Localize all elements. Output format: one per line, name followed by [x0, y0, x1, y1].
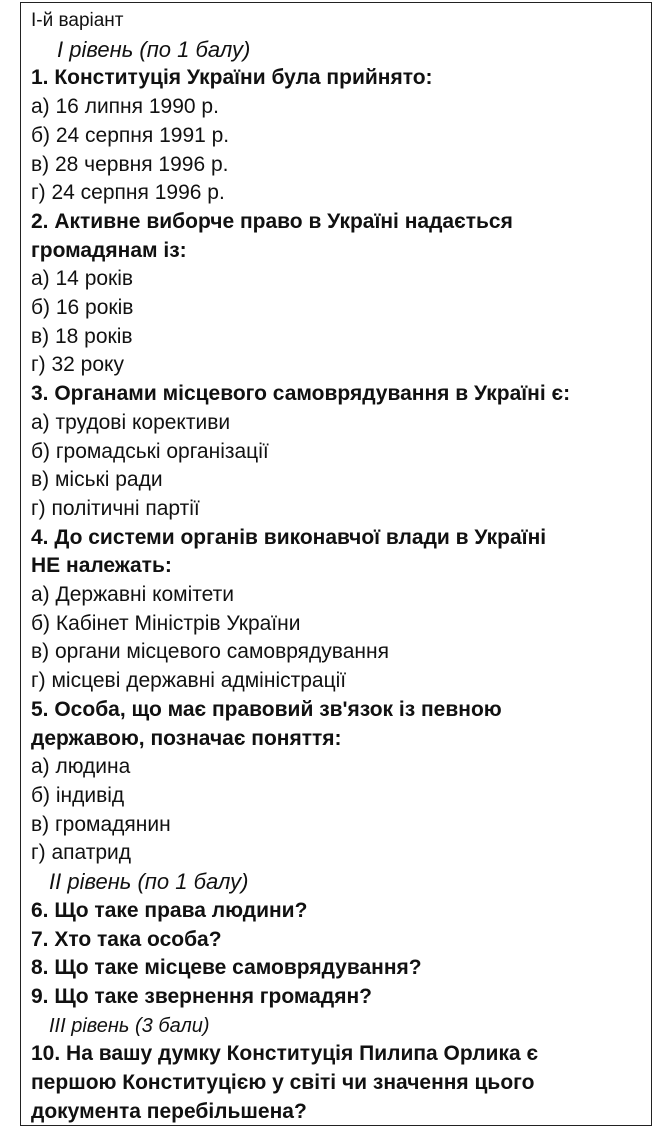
test-sheet — [20, 2, 652, 1126]
question-5-option-b: б) індивід — [31, 783, 125, 807]
question-1-option-a: а) 16 липня 1990 р. — [31, 95, 219, 119]
question-4-option-c: в) органи місцевого самоврядування — [31, 640, 389, 664]
question-3-option-c: в) міські ради — [31, 468, 163, 492]
question-4-line-1: 4. До системи органів виконавчої влади в Україні — [31, 525, 547, 549]
question-1-option-c: в) 28 червня 1996 р. — [31, 152, 229, 176]
question-1: 1. Конституція України була прийнято: — [31, 66, 433, 90]
question-2-option-c: в) 18 років — [31, 324, 133, 348]
question-4-option-b: б) Кабінет Міністрів України — [31, 611, 301, 635]
question-4-line-2: НЕ належать: — [31, 554, 172, 578]
question-5-option-c: в) громадянин — [31, 812, 171, 836]
question-9: 9. Що таке звернення громадян? — [31, 984, 372, 1008]
question-5-option-d: г) апатрид — [31, 841, 132, 865]
question-7: 7. Хто така особа? — [31, 927, 222, 951]
question-2-option-b: б) 16 років — [31, 296, 134, 320]
question-5-option-a: а) людина — [31, 755, 131, 779]
question-2-line-1: 2. Активне виборче право в Україні надається — [31, 209, 513, 233]
question-3-option-d: г) політичні партії — [31, 496, 200, 520]
question-5-line-1: 5. Особа, що має правовий зв'язок із певною — [31, 697, 502, 721]
question-2-option-a: а) 14 років — [31, 267, 134, 291]
question-3-option-a: а) трудові корективи — [31, 410, 231, 434]
question-4-option-a: а) Державні комітети — [31, 583, 234, 607]
question-10-line-1: 10. На вашу думку Конституція Пилипа Орлика є — [31, 1042, 539, 1066]
question-8: 8. Що таке місцеве самоврядування? — [31, 956, 422, 980]
variant-title: І-й варіант — [31, 10, 124, 31]
question-2-option-d: г) 32 року — [31, 353, 124, 377]
level-3-heading: ІІІ рівень (3 бали) — [49, 1014, 210, 1037]
question-10-line-3: документа перебільшена? — [31, 1099, 307, 1123]
level-2-heading: ІІ рівень (по 1 балу) — [49, 869, 249, 895]
level-1-heading: І рівень (по 1 балу) — [57, 36, 251, 62]
question-6: 6. Що таке права людини? — [31, 898, 308, 922]
question-5-line-2: державою, позначає поняття: — [31, 726, 342, 750]
question-4-option-d: г) місцеві державні адміністрації — [31, 669, 347, 693]
question-10-line-2: першою Конституцією у світі чи значення цього — [31, 1071, 535, 1095]
question-3: 3. Органами місцевого самоврядування в Україні є: — [31, 382, 571, 406]
question-1-option-d: г) 24 серпня 1996 р. — [31, 181, 225, 205]
question-2-line-2: громадянам із: — [31, 238, 187, 262]
question-1-option-b: б) 24 серпня 1991 р. — [31, 123, 230, 147]
question-3-option-b: б) громадські організації — [31, 439, 269, 463]
